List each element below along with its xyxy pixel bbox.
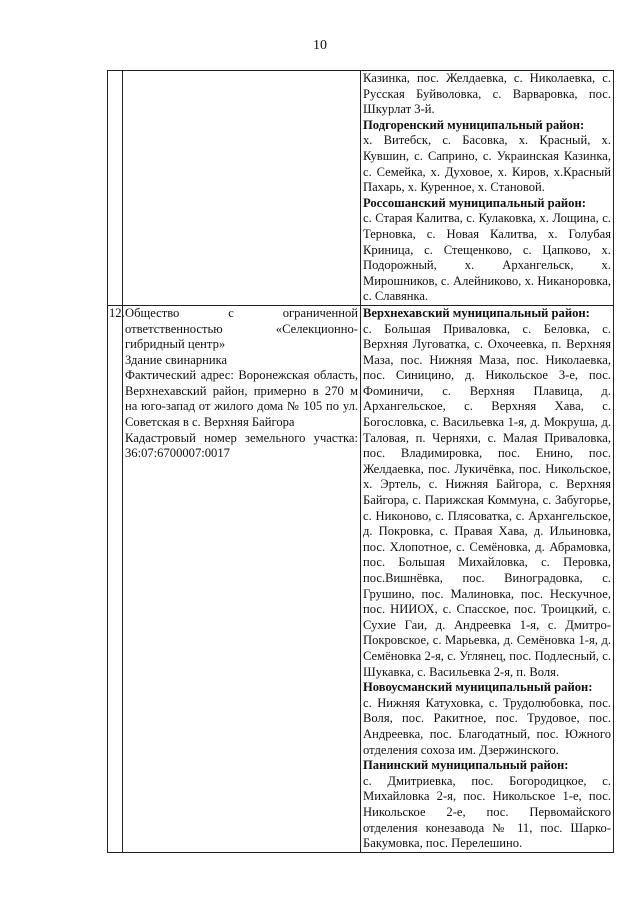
district-header: Новоусманский муниципальный район: — [363, 680, 593, 695]
district-header: Верхнехавский муниципальный район: — [363, 305, 590, 320]
actual-address: Фактический адрес: Воронежская область, Верхнехавский район, примерно в 270 м на юго-запад от жилого дома № 105 по ул. Советская в с. Верхняя Байгора — [125, 368, 358, 430]
villages-list: Казинка, пос. Желдаевка, с. Николаевка, с. Русская Буйволовка, с. Варваровка, пос. Шкурлат 3-й. — [363, 71, 611, 117]
document-table — [107, 70, 614, 853]
villages-list: с. Дмитриевка, пос. Богородицкое, с. Михайловка 2-я, пос. Никольское 1-е, пос. Никольское 2-е, пос. Первомайского отделения конезавода № 11, пос. Шарко-Бакумовка, пос. Перелешино. — [363, 773, 611, 851]
facility-name: Здание свинарника — [125, 352, 228, 367]
page-number: 10 — [313, 38, 327, 53]
organization-cell — [123, 71, 361, 306]
organization-name: Общество с ограниченной ответственностью «Селекционно-гибридный центр» — [125, 305, 358, 352]
villages-list: х. Витебск, с. Басовка, х. Красный, х. Кувшин, с. Саприно, с. Украинская Казинка, с. Семейка, х. Духовое, х. Киров, х.Красный Пахарь, х. Куренное, х. Становой. — [363, 133, 611, 195]
villages-list: с. Большая Приваловка, с. Беловка, с. Верхняя Луговатка, с. Охочеевка, п. Верхняя Маза, пос. Нижняя Маза, пос. Николаевка, пос. Синицино, д. Никольское 3-е, пос. Фоминичи, с. Верхняя Плавица, д. Архангельское, с. Верхняя Хава, с. Богословка, с. Васильевка 1-я, д. Мокруша, д. Таловая, п. Черняхи, с. Малая Приваловка, пос. Владимировка, пос. Енино, пос. Желдаевка, пос. Лукичёвка, пос. Никольское, х. Эртель, с. Нижняя Байгора, с. Верхняя Байгора, с. Парижская Коммуна, с. Забугорье, с. Никоново, с. Плясоватка, с. Архангельское, д. Покровка, с. Правая Хава, д. Ильиновка, пос. Хлопотное, с. Семёновка, д. Абрамовка, пос. Большая Михайловка, с. Перовка, пос.Вишнёвка, пос. Виноградовка, с. Грушино, пос. Малиновка, пос. Нескучное, пос. НИИОХ, с. Спасское, пос. Троицкий, с. Сухие Гаи, д. Андреевка 1-я, с. Дмитро-Покровское, с. Марьевка, д. Семёновка 1-я, д. Семёновка 2-я, с. Углянец, пос. Подлесный, с. Шукавка, с. Васильевка 2-я, п. Воля. — [363, 321, 611, 679]
district-header: Россошанский муниципальный район: — [363, 195, 586, 210]
table-row — [108, 305, 614, 852]
district-header: Подгоренский муниципальный район: — [363, 117, 585, 132]
row-number-cell — [108, 71, 123, 306]
district-header: Панинский муниципальный район: — [363, 758, 569, 773]
table-row — [108, 71, 614, 306]
villages-list: с. Старая Калитва, с. Кулаковка, х. Лощина, с. Терновка, с. Новая Калитва, х. Голубая Криница, с. Стещенково, с. Цапково, х. Подорожный, х. Архангельск, х. Мирошников, с. Алейниково, х. Никаноровка, с. Славянка. — [363, 211, 611, 304]
row-number: 12. — [108, 305, 123, 852]
districts-cell — [361, 71, 614, 306]
organization-cell — [123, 305, 361, 852]
villages-list: с. Нижняя Катуховка, с. Трудолюбовка, пос. Воля, пос. Ракитное, пос. Трудовое, пос. Андреевка, пос. Благодатный, пос. Южного отделения сохоза им. Дзержинского. — [363, 695, 611, 757]
cadastral-number: Кадастровый номер земельного участка: 36:07:6700007:0017 — [125, 430, 358, 461]
districts-cell — [361, 305, 614, 852]
